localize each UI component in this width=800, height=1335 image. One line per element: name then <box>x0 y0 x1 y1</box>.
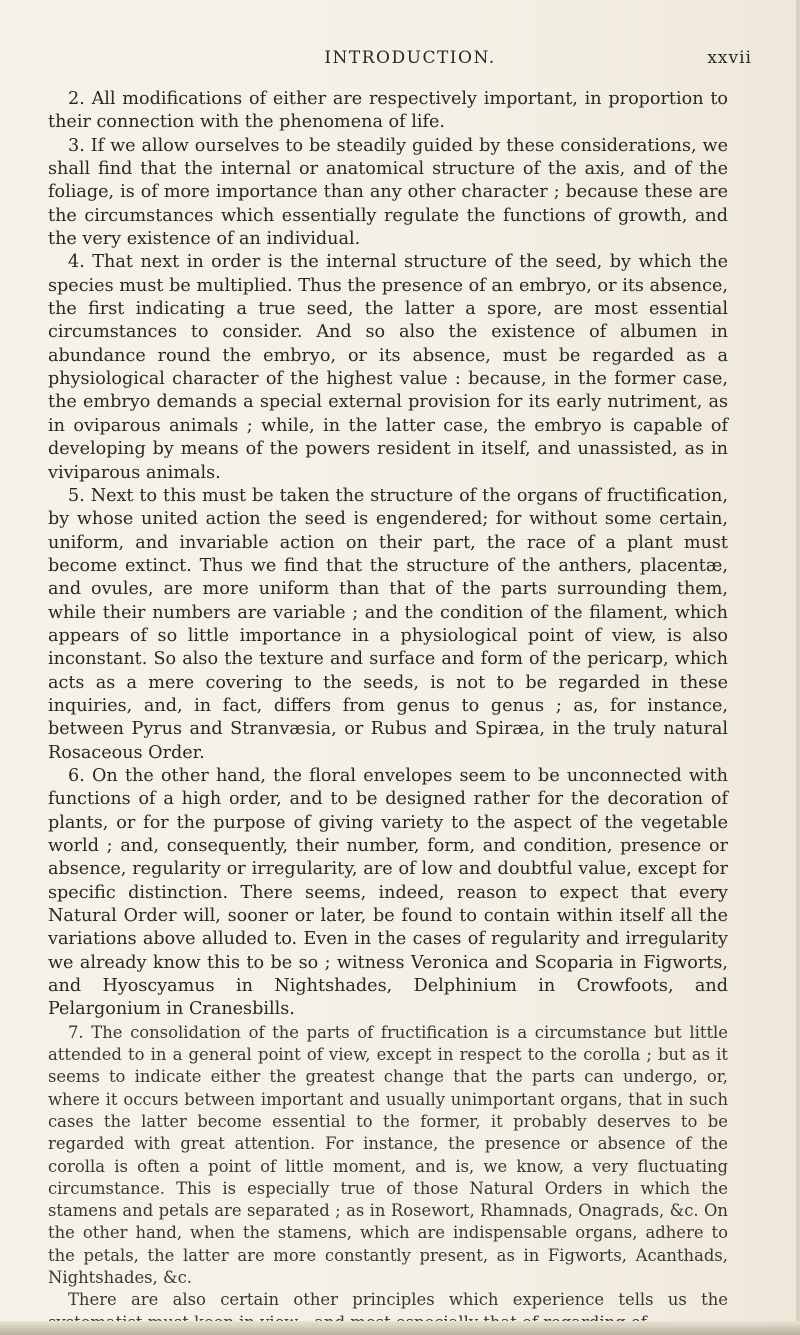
paragraph-3: 3. If we allow ourselves to be steadily guided by these considerations, we shall find that the internal or anatomical structure of the axis, and of the foliage, is of more importance than any other character ; because these are the circumstances which essentially regulate the functions of growth, and the very existence of an individual. <box>48 135 728 250</box>
paragraph-5: 5. Next to this must be taken the structure of the organs of fructification, by whose united action the seed is engendered; for without some certain, uniform, and invariable action on their part, the race of a plant must become extinct. Thus we find that the structure of the anthers, placentæ, and ovules, are more uniform than that of the parts surrounding them, while their numbers are variable ; and the condition of the filament, which appears of so little importance in a physiological point of view, is also inconstant. So also the texture and surface and form of the pericarp, which acts as a mere covering to the seeds, is not to be regarded in these inquiries, and, in fact, differs from genus to genus ; as, for instance, between Pyrus and Stranvæsia, or Rubus and Spiræa, in the truly natural Rosaceous Order. <box>48 485 728 763</box>
page-number: xxvii <box>707 48 752 68</box>
page-bottom-edge <box>0 1321 800 1335</box>
page-edge-shadow <box>796 0 800 1335</box>
paragraph-4: 4. That next in order is the internal structure of the seed, by which the species must be multiplied. Thus the presence of an embryo, or its absence, the first indicating a true seed, the latter a spore, are most essential circumstances to consider. And so also the existence of albumen in abundance round the embryo, or its absence, must be regarded as a physiological character of the highest value : because, in the former case, the embryo demands a special external provision for its early nutriment, as in oviparous animals ; while, in the latter case, the embryo is capable of developing by means of the powers resident in itself, and unassisted, as in viviparous animals. <box>48 252 728 483</box>
paragraph-6: 6. On the other hand, the floral envelopes seem to be unconnected with functions of a high order, and to be designed rather for the decoration of plants, or for the purpose of giving variety to the aspect of the vegetable world ; and, consequently, their number, form, and condition, presence or absence, regularity or irregularity, are of low and doubtful value, except for specific distinction. There seems, indeed, reason to expect that every Natural Order will, sooner or later, be found to contain within itself all the variations above alluded to. Even in the cases of regularity and irregularity we already know this to be so ; witness Veronica and Scoparia in Figworts, and Hyoscyamus in Nightshades, Delphinium in Crowfoots, and Pelargonium in Cranesbills. <box>48 765 728 1020</box>
page-header <box>60 48 760 74</box>
paragraph-7: 7. The consolidation of the parts of fructification is a circumstance but little attended to in a general point of view, except in respect to the corolla ; but as it seems to indicate either the greatest change that the parts can undergo, or, where it occurs between important and usually unimportant organs, that in such cases the latter become essential to the former, it probably deserves to be regarded with great attention. For instance, the presence or absence of the corolla is often a point of little moment, and is, we know, a very fluctuating circumstance. This is especially true of those Natural Orders in which the stamens and petals are separated ; as in Rosewort, Rhamnads, Onagrads, &c. On the other hand, when the stamens, which are indispensable organs, adhere to the petals, the latter are more constantly present, as in Figworts, Acanthads, Nightshades, &c. <box>48 1022 728 1288</box>
running-head: INTRODUCTION. <box>324 48 496 68</box>
paragraph-2: 2. All modifications of either are respectively important, in proportion to their connection with the phenomena of life. <box>48 89 728 133</box>
paragraph-8: There are also certain other principles which experience tells us the <box>68 1290 728 1310</box>
body-text <box>48 88 728 1334</box>
